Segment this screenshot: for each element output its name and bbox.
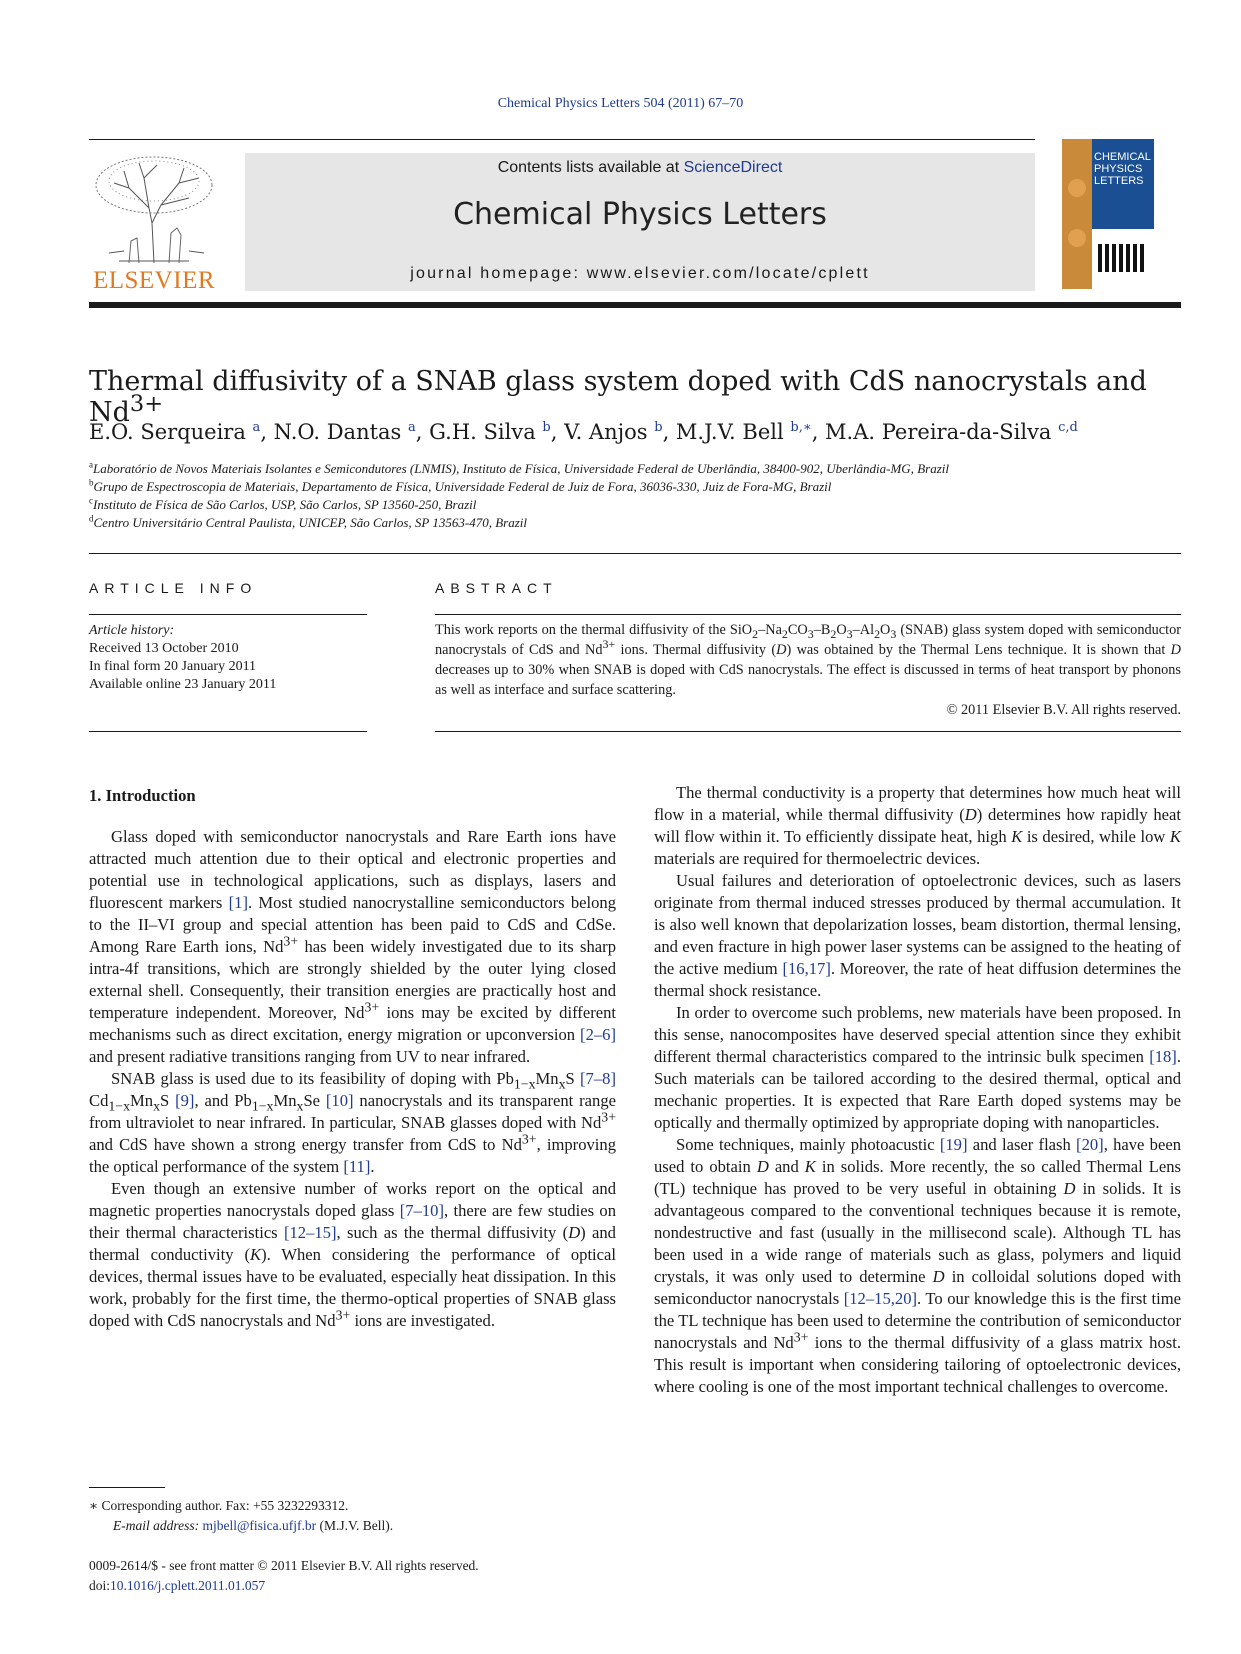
email-label: E-mail address: — [113, 1518, 200, 1533]
header-top-rule — [89, 139, 1035, 140]
email-suffix: (M.J.V. Bell). — [316, 1518, 394, 1533]
section-heading-introduction: 1. Introduction — [89, 786, 196, 805]
author-name: V. Anjos — [564, 420, 655, 444]
doi-line — [89, 1576, 689, 1596]
affiliation-item — [89, 496, 1209, 514]
affiliation-mark: b — [89, 477, 94, 488]
cover-side-stripe — [1062, 139, 1092, 289]
affiliation-text: Instituto de Física de São Carlos, USP, São Carlos, SP 13560-250, Brazil — [93, 497, 477, 512]
citation-link[interactable]: [19] — [939, 1135, 968, 1154]
corresponding-author-note: ∗ Corresponding author. Fax: +55 3232293312. — [89, 1498, 349, 1513]
abstract-rule — [435, 614, 1181, 615]
paragraph: Even though an extensive number of works report on the optical and magnetic properties nanocrystals doped glass [7–10], there are few studies on their thermal characteristics [12–15], such as the thermal diffusivity (D) and thermal conductivity (K). When considering the performance of optical devices, thermal issues have to be evaluated, especially heat dissipation. In this work, probably for the first time, the thermo-optical properties of SNAB glass doped with CdS nanocrystals and $Nd^{3+}$ ions are investigated. — [89, 1179, 616, 1330]
citation-link[interactable]: [16,17] — [782, 959, 831, 978]
received-date: Received 13 October 2010 — [89, 641, 239, 656]
article-title-superscript: 3+ — [129, 391, 164, 417]
citation-link[interactable]: [12–15,20] — [843, 1289, 918, 1308]
author-affiliation-mark[interactable]: b,∗ — [790, 420, 812, 435]
article-title-text: Thermal diffusivity of a SNAB glass system doped with CdS nanocrystals and Nd — [89, 366, 1147, 428]
paragraph: Usual failures and deterioration of optoelectronic devices, such as lasers originate from thermal induced stresses produced by thermal accumulation. It is also well known that depolarization losses, beam distortion, thermal lensing, and even fracture in high power laser systems can be assigned to the heating of the active medium [16,17]. Moreover, the rate of heat diffusion determines the thermal shock resistance. — [654, 871, 1181, 1000]
affiliation-item — [89, 460, 1209, 478]
cover-figure-graphic — [1092, 229, 1154, 289]
author-name: M.J.V. Bell — [675, 420, 791, 444]
header-thick-rule — [89, 302, 1181, 308]
email-link[interactable]: mjbell@fisica.ufjf.br — [202, 1518, 317, 1533]
article-history — [89, 622, 369, 694]
citation-link[interactable]: [11] — [343, 1157, 371, 1176]
affiliation-text: Grupo de Espectroscopia de Materiais, Departamento de Física, Universidade Federal de Juiz de Fora, 36036-330, Juiz de Fora-MG, Brazil — [93, 479, 832, 494]
citation-link[interactable]: [2–6] — [580, 1025, 616, 1044]
article-title — [89, 366, 1189, 428]
author-separator: , — [260, 420, 274, 444]
journal-banner — [245, 153, 1035, 291]
online-date: Available online 23 January 2011 — [89, 677, 277, 692]
paragraph: SNAB glass is used due to its feasibility of doping with $Pb_{1-x}Mn_xS$ [7–8] $Cd_{1-x}Mn_xS$ [9], and $Pb_{1-x}Mn_xSe$ [10] nanocrystals and its transparent range from ultraviolet to near infrared. In particular, SNAB glasses doped with $Nd^{3+}$ and CdS have shown a strong energy transfer from CdS to $Nd^{3+}$, improving the optical performance of the system [11]. — [89, 1069, 616, 1176]
paragraph: In order to overcome such problems, new materials have been proposed. In this sense, nanocomposites have deserved special attention since they exhibit different thermal characteristics compared to the intrinsic bulk specimen [18]. Such materials can be tailored according to the desired thermal, optical and mechanic properties. It is expected that Rare Earth doped systems may be optically and thermally optimized by appropriate doping with nanoparticles. — [654, 1003, 1181, 1132]
citation-link[interactable]: [10] — [325, 1091, 354, 1110]
author-affiliation-mark[interactable]: a — [252, 420, 261, 435]
citation-link[interactable]: [7–10] — [399, 1201, 444, 1220]
cover-figure — [1092, 229, 1154, 289]
abstract-copyright: © 2011 Elsevier B.V. All rights reserved. — [946, 702, 1181, 718]
author-separator: , — [415, 420, 430, 444]
article-info-bottom-rule — [89, 731, 367, 732]
author-list — [89, 420, 1189, 444]
author-affiliation-mark[interactable]: b — [654, 420, 663, 435]
abstract-bottom-rule — [435, 731, 1181, 732]
author-affiliation-mark[interactable]: b — [542, 420, 551, 435]
sciencedirect-link[interactable]: ScienceDirect — [683, 159, 783, 176]
affiliation-text: Centro Universitário Central Paulista, UNICEP, São Carlos, SP 13563-470, Brazil — [93, 515, 527, 530]
author-name: N.O. Dantas — [273, 420, 409, 444]
citation-link[interactable]: [1] — [228, 893, 248, 912]
paragraph: Some techniques, mainly photoacustic [19] and laser flash [20], have been used to obtain D and K in solids. More recently, the so called Thermal Lens (TL) technique has proved to be very useful in obtaining D in solids. It is advantageous compared to the conventional techniques because it is remote, nondestructive and fast (usually in the millisecond scale). Although TL has been used in a wide range of materials such as glass, polymers and liquid crystals, it was only used to determine D in colloidal solutions doped with semiconductor nanocrystals [12–15,20]. To our knowledge this is the first time the TL technique has been used to determine the contribution of semiconductor nanocrystals and $Nd^{3+}$ ions to the thermal diffusivity of a glass matrix host. This result is important when considering tailoring of optoelectronic devices, where cooling is one of the most important technical challenges to overcome. — [654, 1135, 1181, 1396]
journal-cover-image[interactable] — [1062, 139, 1154, 289]
affiliation-text: Laboratório de Novos Materiais Isolantes e Semicondutores (LNMIS), Instituto de Física, Universidade Federal de Uberlândia, 38400-902, Uberlândia-MG, Brazil — [93, 461, 949, 476]
paragraph: The thermal conductivity is a property that determines how much heat will flow in a material, while thermal diffusivity (D) determines how rapidly heat will flow within it. To efficiently dissipate heat, high K is desired, while low K materials are required for thermoelectric devices. — [654, 783, 1181, 868]
article-info-heading: ARTICLE INFO — [89, 580, 258, 596]
final-form-date: In final form 20 January 2011 — [89, 659, 257, 674]
citation-link[interactable]: [12–15] — [283, 1223, 337, 1242]
affiliation-mark: d — [89, 513, 94, 524]
body-column-right — [654, 782, 1181, 1398]
citation-link[interactable]: [9] — [175, 1091, 195, 1110]
author-name: G.H. Silva — [429, 420, 543, 444]
body-column-left — [89, 826, 616, 1332]
paragraph: Glass doped with semiconductor nanocrystals and Rare Earth ions have attracted much attention due to their optical and electronic properties and potential use in technological applications, such as displays, lasers and fluorescent markers [1]. Most studied nanocrystalline semiconductors belong to the II–VI group and special attention has been paid to CdS and CdSe. Among Rare Earth ions, $Nd^{3+}$ has been widely investigated due to its sharp intra-4f transitions, which are strongly shielded by the outer lying closed external shell. Consequently, their transition energies are practically host and temperature independent. Moreover, $Nd^{3+}$ ions may be excited by different mechanisms such as direct excitation, energy migration or upconversion [2–6] and present radiative transitions ranging from UV to near infrared. — [89, 827, 616, 1066]
affiliation-mark: c — [89, 495, 93, 506]
email-line — [89, 1516, 589, 1536]
journal-name: Chemical Physics Letters — [453, 197, 827, 232]
legal-block — [89, 1556, 689, 1596]
cover-title: CHEMICAL PHYSICS LETTERS — [1094, 151, 1151, 187]
history-label: Article history: — [89, 623, 175, 638]
article-info-rule — [89, 614, 367, 615]
elsevier-logo[interactable] — [89, 153, 219, 294]
affiliation-list — [89, 460, 1209, 532]
cover-decoration — [1068, 179, 1086, 197]
contents-line — [245, 159, 1035, 177]
author-name: E.O. Serqueira — [89, 420, 253, 444]
doi-link[interactable]: 10.1016/j.cplett.2011.01.057 — [110, 1578, 266, 1593]
front-matter-note: 0009-2614/$ - see front matter © 2011 Elsevier B.V. All rights reserved. — [89, 1558, 479, 1573]
journal-homepage[interactable]: journal homepage: www.elsevier.com/locate/cplett — [410, 265, 870, 282]
abstract-heading: ABSTRACT — [435, 580, 558, 596]
cover-decoration — [1068, 229, 1086, 247]
citation-link[interactable]: [7–8] — [580, 1069, 616, 1088]
footnote — [89, 1496, 589, 1536]
author-separator: , — [662, 420, 676, 444]
elsevier-wordmark: ELSEVIER — [92, 267, 216, 294]
author-separator: , — [550, 420, 565, 444]
affiliation-mark: a — [89, 459, 93, 470]
affiliation-separator — [89, 553, 1181, 554]
author-separator: , — [811, 420, 826, 444]
tree-icon — [89, 153, 219, 265]
author-affiliation-mark[interactable]: c,d — [1058, 420, 1078, 435]
author-affiliation-mark[interactable]: a — [408, 420, 416, 435]
footnote-rule — [89, 1487, 165, 1488]
affiliation-item — [89, 514, 1209, 532]
doi-label: doi: — [89, 1578, 111, 1593]
citation-link[interactable]: [18] — [1149, 1047, 1177, 1066]
affiliation-item — [89, 478, 1209, 496]
running-head[interactable]: Chemical Physics Letters 504 (2011) 67–70 — [497, 96, 744, 111]
contents-prefix: Contents lists available at — [497, 159, 684, 176]
abstract-body: This work reports on the thermal diffusivity of the $SiO_2-Na_2CO_3-B_2O_3-Al_2O_3$ (SNAB) glass system doped with semiconductor nanocrystals of CdS and $Nd^{3+}$ ions. Thermal diffusivity (D) was obtained by the Thermal Lens technique. It is shown that D decreases up to 30% when SNAB is doped with CdS nanocrystals. The effect is discussed in terms of heat transport by phonons as well as interface and surface scattering. © 2011 Elsevier B.V. All rights reserved. — [435, 622, 1181, 718]
author-name: M.A. Pereira-da-Silva — [825, 420, 1059, 444]
citation-link[interactable]: [20] — [1076, 1135, 1104, 1154]
